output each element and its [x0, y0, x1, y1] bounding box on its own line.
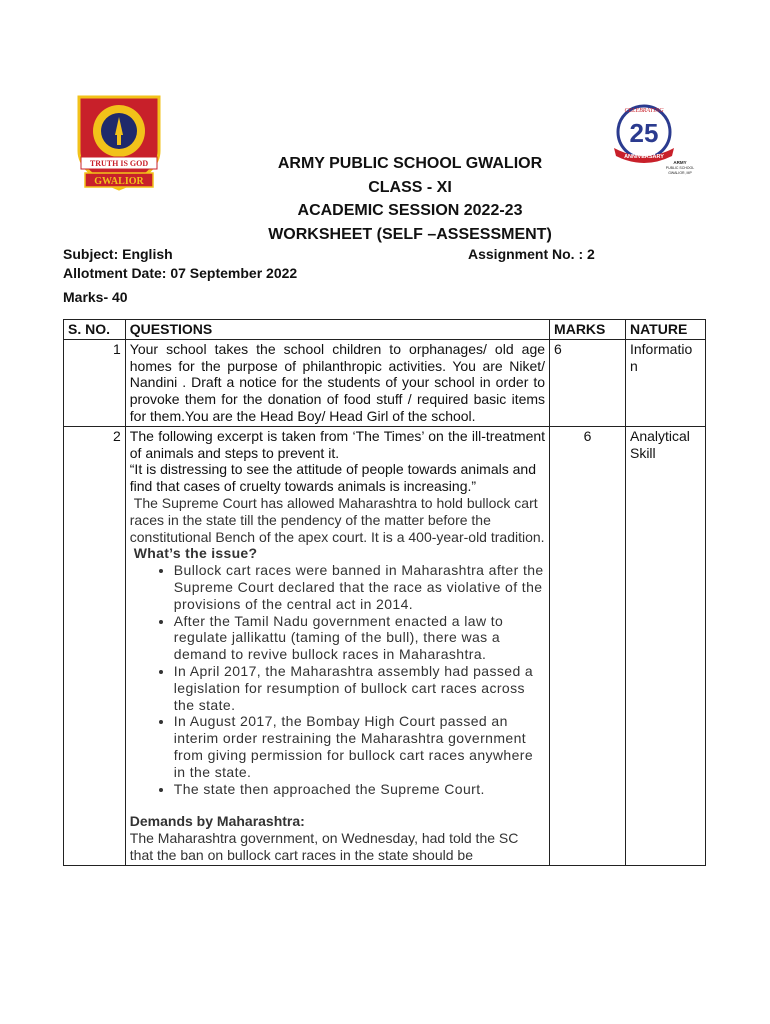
table-row — [64, 339, 706, 426]
q2-demands-heading: Demands by Maharashtra: — [129, 813, 305, 830]
q1-marks: 6 — [550, 339, 626, 426]
q2-quote: “It is distressing to see the attitude of people towards animals and find that cases of cruelty towards animals is increasing.” — [129, 461, 536, 495]
allotment-date: Allotment Date: 07 September 2022 — [63, 265, 298, 281]
worksheet-line: WORKSHEET (SELF –ASSESSMENT) — [268, 225, 552, 243]
army-public-school-crest-logo — [73, 93, 165, 195]
anniversary-25-logo — [610, 98, 695, 178]
q1-nature: Informatio n — [625, 339, 705, 426]
q2-marks: 6 — [550, 426, 626, 865]
crest-city-text: GWALIOR — [94, 176, 144, 187]
list-item: • In August 2017, the Bombay High Court passed an interim order restraining the Maharashtra government from giving permission for bullock cart races anywhere in the state. — [174, 713, 545, 780]
anniversary-top-text: CELEBRATING — [624, 108, 664, 114]
q2-content — [125, 426, 549, 865]
total-marks: Marks- 40 — [63, 289, 128, 305]
list-item: • In April 2017, the Maharashtra assembly had passed a legislation for resumption of bullock cart races across the state. — [174, 663, 545, 713]
crest-motto-text: TRUTH IS GOD — [89, 159, 149, 168]
subject-label: Subject: English — [63, 246, 173, 262]
table-row — [64, 426, 706, 865]
anniversary-number-text: 25 — [629, 118, 659, 148]
header-questions: QUESTIONS — [125, 320, 549, 340]
list-item: • The state then approached the Supreme Court. — [174, 781, 545, 798]
q2-issue-heading: What’s the issue? — [133, 545, 258, 562]
list-item: • After the Tamil Nadu government enacted a law to regulate jallikattu (taming of the bull), there was a demand to revive bullock races in Maharashtra. — [174, 613, 545, 663]
school-name: ARMY PUBLIC SCHOOL GWALIOR — [277, 155, 543, 172]
header-nature: NATURE — [625, 320, 705, 340]
q2-issue-list — [130, 562, 545, 797]
worksheet-table — [63, 319, 706, 866]
assignment-number: Assignment No. : 2 — [468, 246, 595, 262]
q2-paragraph: The Supreme Court has allowed Maharashtra to hold bullock cart races in the state till the pendency of the matter before the constitutional Bench of the apex court. It is a 400-year-old tradition. — [129, 494, 545, 545]
anniversary-caption-1: ARMY — [673, 160, 687, 165]
list-item: • Bullock cart races were banned in Maharashtra after the Supreme Court declared that the race as violative of the provisions of the central act in 2014. — [174, 562, 545, 612]
anniversary-caption-2: PUBLIC SCHOOL — [665, 166, 695, 170]
anniversary-caption-3: GWALIOR, MP — [668, 171, 692, 175]
table-header-row — [64, 320, 706, 340]
header-sno: S. NO. — [64, 320, 126, 340]
q2-intro: The following excerpt is taken from ‘The Times’ on the ill-treatment of animals and steps to prevent it. — [129, 427, 546, 461]
class-line: CLASS - XI — [368, 178, 452, 196]
q1-number: 1 — [64, 339, 126, 426]
header-marks: MARKS — [550, 320, 626, 340]
q2-demands-text: The Maharashtra government, on Wednesday, had told the SC that the ban on bullock cart races in the state should be — [129, 830, 519, 863]
anniversary-band-text: ANNIVERSARY — [624, 154, 664, 160]
q2-number: 2 — [64, 426, 126, 865]
q1-text: Your school takes the school children to orphanages/ old age homes for the purpose of philanthropic activities. You are Niket/ Nandini . Draft a notice for the students of your school in order to provoke them for the donation of food stuff / required basic items for them.You are the Head Boy/ Head Girl of the school. — [125, 339, 549, 426]
document-title — [230, 152, 590, 246]
session-line: ACADEMIC SESSION 2022-23 — [297, 202, 523, 219]
q2-nature: Analytical Skill — [625, 426, 705, 865]
